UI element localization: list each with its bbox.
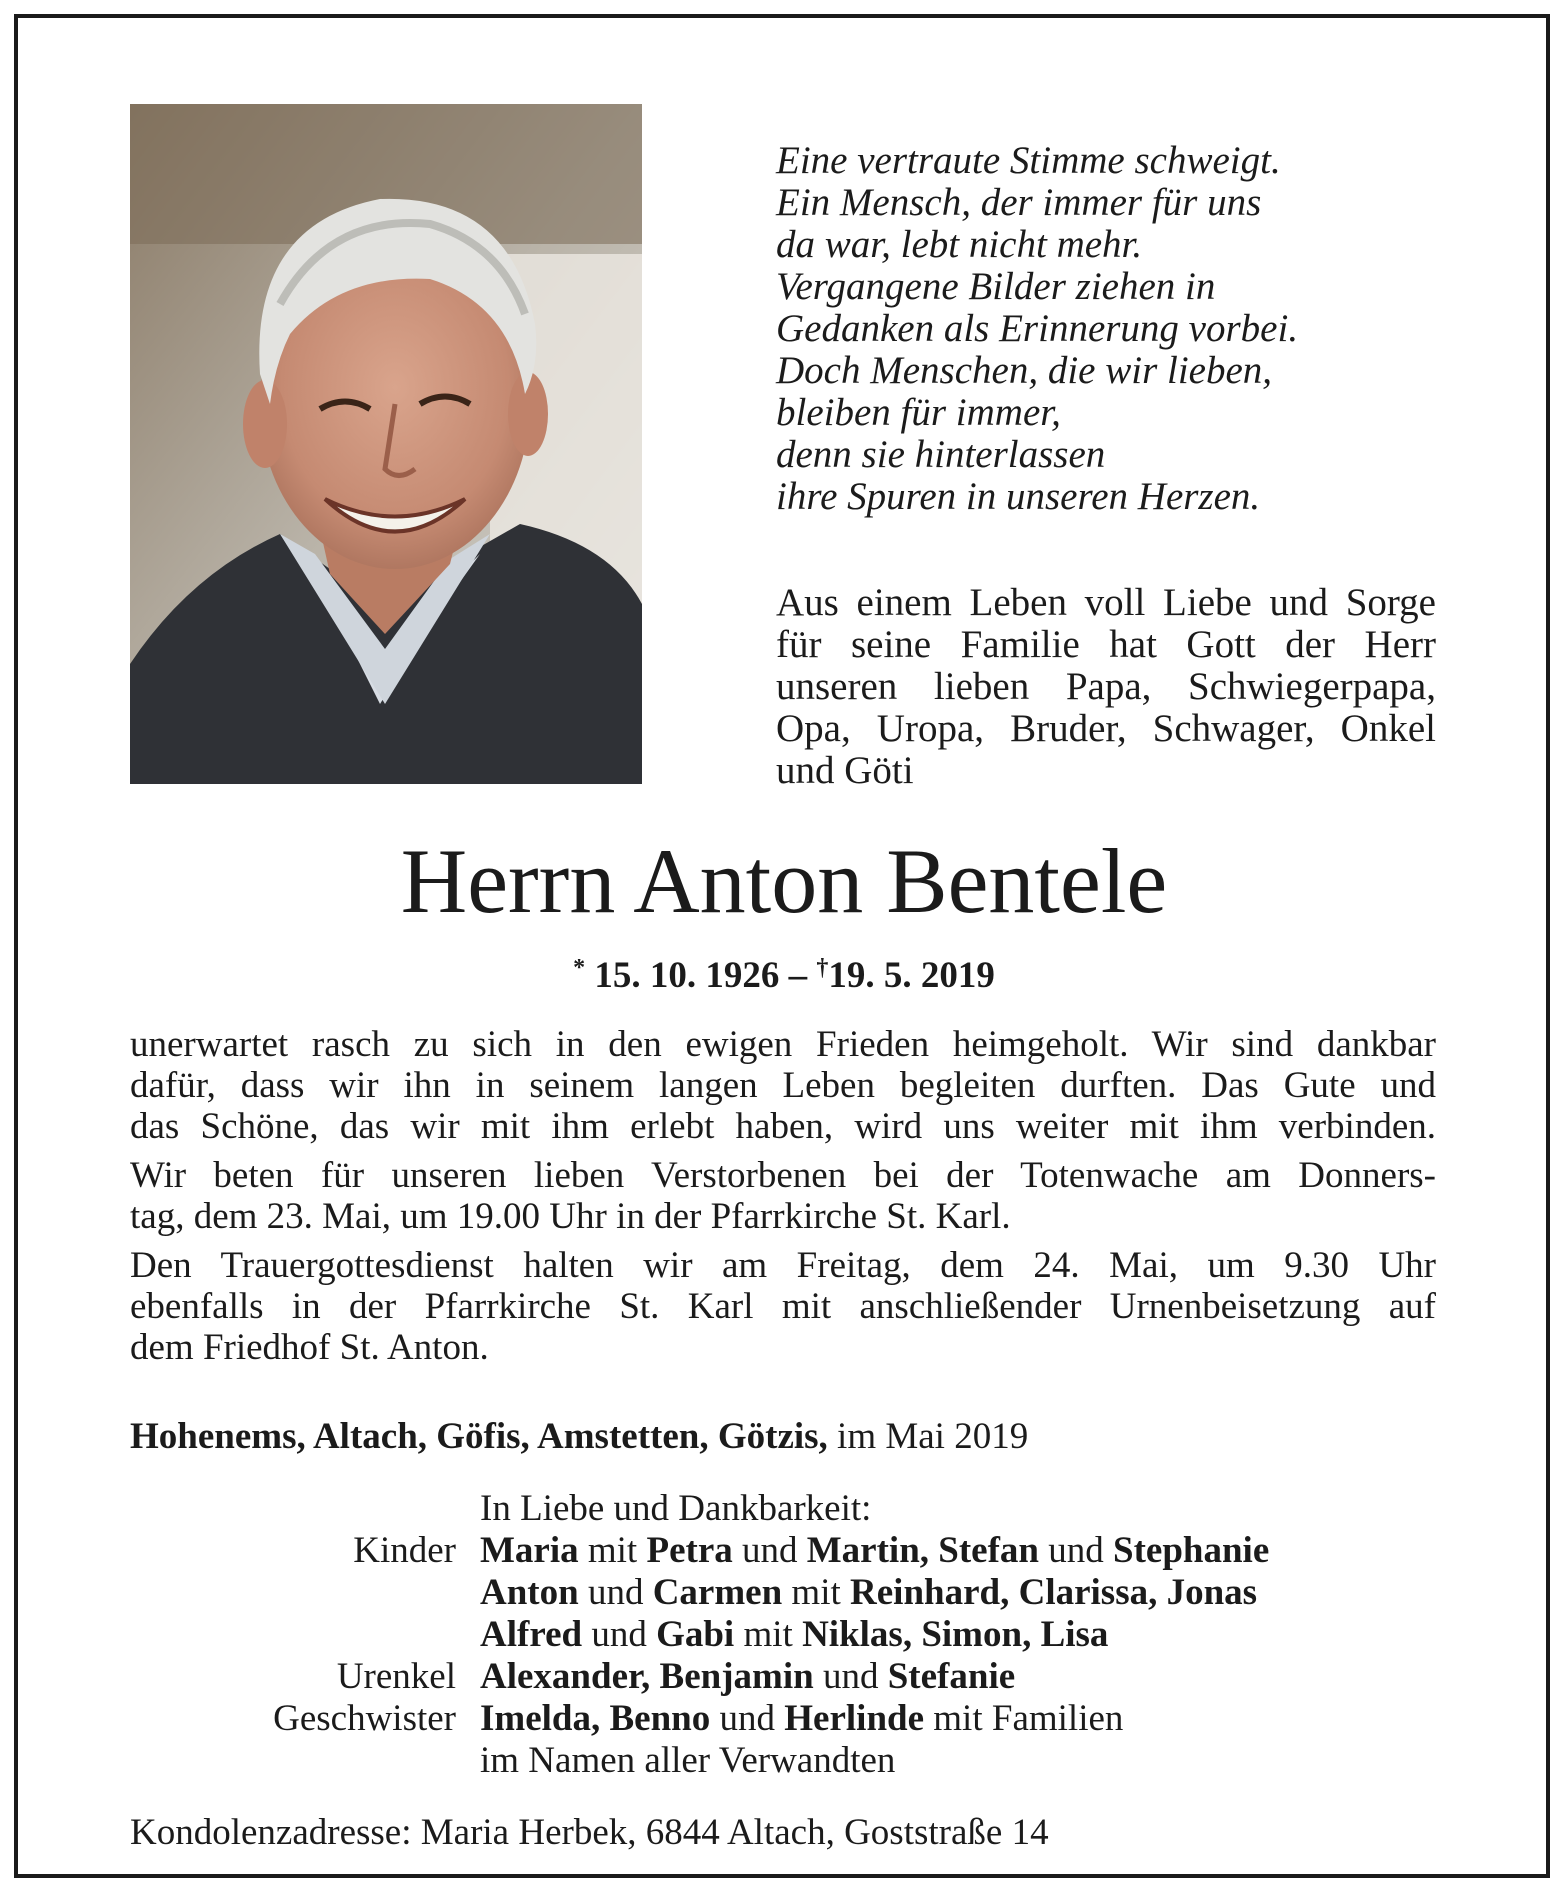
body-line: ebenfalls in der Pfarrkirche St. Karl mit anschließender Urnenbeisetzung auf: [130, 1286, 1436, 1327]
closing-row: [130, 1740, 1450, 1782]
paragraph-passing: [130, 1024, 1436, 1147]
poem-line: da war, lebt nicht mehr.: [776, 223, 1143, 266]
kinder-row: [130, 1572, 1450, 1614]
body-line: Wir beten für unseren lieben Verstorbenen bei der Totenwache am Donners-: [130, 1155, 1436, 1196]
family-name: Herlinde: [784, 1698, 925, 1739]
connector-text: mit Familien: [924, 1698, 1124, 1739]
kinder-label: Kinder: [353, 1530, 456, 1571]
death-symbol: †: [816, 955, 829, 981]
urenkel-line: [480, 1656, 1015, 1698]
portrait-illustration: [130, 104, 642, 784]
family-closing: im Namen aller Verwandten: [480, 1740, 896, 1781]
family-name: Alexander, Benjamin: [480, 1656, 814, 1697]
connector-text: und: [813, 1656, 888, 1697]
family-heading: In Liebe und Dankbarkeit:: [480, 1488, 872, 1529]
portrait-photo: [130, 104, 642, 784]
kinder-row: [130, 1530, 1450, 1572]
geschwister-label: Geschwister: [273, 1698, 456, 1739]
family-name: Alfred: [480, 1614, 583, 1655]
connector-text: mit: [782, 1572, 851, 1613]
death-date: 19. 5. 2019: [828, 955, 995, 996]
body-line: das Schöne, das wir mit ihm erlebt haben, wird uns weiter mit ihm verbinden.: [130, 1106, 1436, 1147]
family-name: Reinhard, Clarissa, Jonas: [850, 1572, 1258, 1613]
family-name: Petra: [646, 1530, 733, 1571]
memorial-poem: [776, 140, 1456, 518]
connector-text: und: [578, 1572, 653, 1613]
body-line: dafür, dass wir ihn in seinem langen Leben begleiten durften. Das Gute und: [130, 1065, 1436, 1106]
geschwister-row: [130, 1698, 1450, 1740]
condolence-address: Kondolenzadresse: Maria Herbek, 6844 Altach, Goststraße 14: [130, 1812, 1049, 1853]
body-line: tag, dem 23. Mai, um 19.00 Uhr in der Pfarrkirche St. Karl.: [130, 1196, 1011, 1237]
connector-text: und: [1039, 1530, 1113, 1571]
connector-text: und: [710, 1698, 785, 1739]
poem-line: Gedanken als Erinnerung vorbei.: [776, 307, 1299, 350]
poem-line: ihre Spuren in unseren Herzen.: [776, 475, 1261, 518]
poem-line: Ein Mensch, der immer für uns: [776, 181, 1262, 224]
family-name: Stefanie: [887, 1656, 1016, 1697]
urenkel-label: Urenkel: [336, 1656, 456, 1697]
places-date: im Mai 2019: [827, 1416, 1029, 1457]
birth-date: 15. 10. 1926: [594, 955, 780, 996]
family-name: Carmen: [652, 1572, 783, 1613]
paragraph-wake: [130, 1155, 1436, 1237]
body-text: [130, 1024, 1436, 1376]
poem-line: Eine vertraute Stimme schweigt.: [776, 139, 1281, 182]
intro-line: für seine Familie hat Gott der Herr: [776, 623, 1436, 666]
body-line: dem Friedhof St. Anton.: [130, 1327, 489, 1368]
body-line: unerwartet rasch zu sich in den ewigen Frieden heimgeholt. Wir sind dankbar: [130, 1024, 1436, 1065]
life-dates: [0, 945, 1568, 999]
family-name: Martin, Stefan: [806, 1530, 1039, 1571]
paragraph-funeral: [130, 1245, 1436, 1368]
poem-line: Vergangene Bilder ziehen in: [776, 265, 1216, 308]
places-towns: Hohenems, Altach, Göfis, Amstetten, Götzis,: [130, 1416, 828, 1457]
poem-line: Doch Menschen, die wir lieben,: [776, 349, 1273, 392]
deceased-name: Herrn Anton Bentele: [400, 830, 1168, 932]
family-heading-row: [130, 1488, 1450, 1530]
connector-text: mit: [734, 1614, 803, 1655]
family-name: Niklas, Simon, Lisa: [802, 1614, 1109, 1655]
intro-line: Opa, Uropa, Bruder, Schwager, Onkel: [776, 707, 1436, 750]
places-and-date: [130, 1416, 1028, 1458]
family-list: [130, 1488, 1450, 1782]
intro-line: unseren lieben Papa, Schwiegerpapa,: [776, 665, 1436, 708]
geschwister-line: [480, 1698, 1123, 1740]
body-line: Den Trauergottesdienst halten wir am Freitag, dem 24. Mai, um 9.30 Uhr: [130, 1245, 1436, 1286]
kinder-line: [480, 1614, 1108, 1656]
date-separator: –: [788, 955, 808, 996]
connector-text: mit: [578, 1530, 647, 1571]
kinder-line: [480, 1530, 1269, 1572]
family-name: Stephanie: [1113, 1530, 1270, 1571]
intro-line: Aus einem Leben voll Liebe und Sorge: [776, 581, 1436, 624]
intro-line: und Göti: [776, 749, 914, 792]
poem-line: bleiben für immer,: [776, 391, 1061, 434]
kinder-line: [480, 1572, 1257, 1614]
family-name: Gabi: [656, 1614, 735, 1655]
connector-text: und: [732, 1530, 807, 1571]
birth-symbol: *: [573, 955, 586, 981]
poem-line: denn sie hinterlassen: [776, 433, 1106, 476]
family-name: Anton: [480, 1572, 579, 1613]
urenkel-row: [130, 1656, 1450, 1698]
family-name: Imelda, Benno: [480, 1698, 711, 1739]
intro-text: [776, 582, 1436, 792]
connector-text: und: [582, 1614, 657, 1655]
kinder-row: [130, 1614, 1450, 1656]
family-name: Maria: [480, 1530, 579, 1571]
